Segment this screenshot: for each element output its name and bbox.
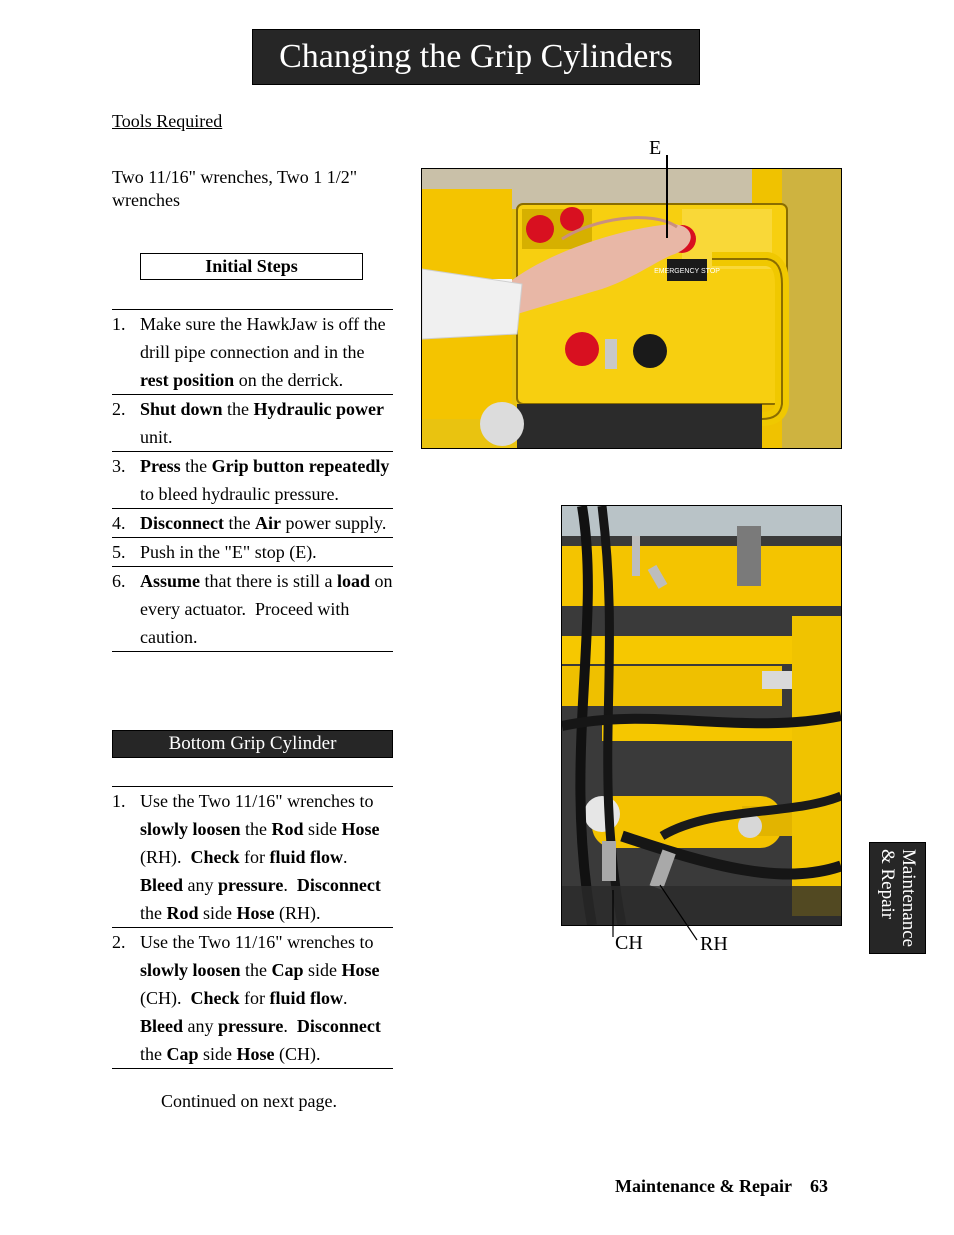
step-text: side <box>303 960 342 980</box>
step-text-bold: Cap <box>166 1044 199 1064</box>
step-text: for <box>239 847 270 867</box>
step-text-bold: Hose <box>341 819 380 839</box>
step-item <box>112 309 393 394</box>
step-text-bold: Cap <box>271 960 304 980</box>
step-item <box>112 394 393 451</box>
step-text-bold: pressure <box>218 875 284 895</box>
step-text-bold: Bleed <box>140 875 183 895</box>
step-text: . <box>343 847 357 867</box>
step-text-bold: Bleed <box>140 1016 183 1036</box>
step-number: 5. <box>112 542 126 562</box>
initial-steps-list <box>112 309 397 652</box>
step-number: 6. <box>112 571 126 591</box>
step-text: on every actuator. Proceed with caution. <box>140 571 397 647</box>
step-text-bold: fluid flow <box>269 988 344 1008</box>
step-text: . <box>283 875 297 895</box>
step-text-bold: Disconnect <box>296 1016 381 1036</box>
step-number: 1. <box>112 791 126 811</box>
step-text: (CH). <box>140 960 385 1008</box>
step-text-bold: Hose <box>236 903 275 923</box>
page-number: 63 <box>809 1176 828 1196</box>
step-text-bold: Hose <box>341 960 380 980</box>
step-text-bold: Rod <box>271 819 304 839</box>
step-item <box>112 508 393 537</box>
step-text: side <box>198 1044 237 1064</box>
step-text-bold: load <box>336 571 370 591</box>
step-text: . <box>283 1016 297 1036</box>
step-text: the <box>222 399 254 419</box>
step-text: the <box>240 819 272 839</box>
step-text: the <box>240 960 272 980</box>
step-text: side <box>303 819 342 839</box>
step-text: for <box>239 988 270 1008</box>
step-text: Push in the "E" stop (E). <box>140 542 317 562</box>
step-text-bold: Assume <box>140 571 201 591</box>
initial-steps-heading: Initial Steps <box>140 253 363 280</box>
emergency-stop-plate: EMERGENCY STOP <box>654 268 720 275</box>
step-text: Use the Two 11/16" wrenches to <box>140 932 379 952</box>
step-text: any <box>183 875 218 895</box>
step-text-bold: rest position <box>140 370 235 390</box>
step-text: the <box>140 1016 386 1064</box>
step-text-bold: Disconnect <box>140 513 224 533</box>
step-text-bold: Hose <box>236 1044 275 1064</box>
section-side-tab <box>869 842 926 954</box>
bottom-grip-steps-list <box>112 786 393 1069</box>
step-text: any <box>183 1016 218 1036</box>
footer-section: Maintenance & Repair <box>615 1176 792 1196</box>
step-text: . <box>343 988 357 1008</box>
page-footer <box>615 1176 828 1197</box>
step-text-bold: slowly loosen <box>140 819 241 839</box>
step-number: 2. <box>112 399 126 419</box>
grip-cylinder-photo <box>561 505 842 926</box>
step-item <box>112 566 397 652</box>
step-text: the <box>224 513 255 533</box>
step-text-bold: Air <box>255 513 281 533</box>
step-text: to bleed hydraulic pressure. <box>140 456 394 504</box>
continued-note: Continued on next page. <box>161 1091 337 1111</box>
label-ch: CH <box>615 932 643 954</box>
tools-required-text: Two 11/16" wrenches, Two 1 1/2" wrenches <box>112 167 358 210</box>
step-text: (RH). <box>140 819 385 867</box>
step-number: 2. <box>112 932 126 952</box>
label-e: E <box>649 137 662 159</box>
step-text-bold: Rod <box>166 903 199 923</box>
step-text: Make sure the HawkJaw is off the drill pipe connection and in the <box>140 314 391 362</box>
label-rh: RH <box>700 933 728 955</box>
step-text-bold: slowly loosen <box>140 960 241 980</box>
step-text: power supply. <box>281 513 387 533</box>
bottom-grip-cylinder-heading: Bottom Grip Cylinder <box>112 730 393 758</box>
step-text: side <box>198 903 237 923</box>
page-title: Changing the Grip Cylinders <box>252 29 700 85</box>
step-item <box>112 451 393 508</box>
step-text: Use the Two 11/16" wrenches to <box>140 791 379 811</box>
tools-required-heading: Tools Required <box>112 111 223 131</box>
step-text-bold: fluid flow <box>269 847 344 867</box>
step-number: 4. <box>112 513 126 533</box>
side-tab-line-1: Maintenance <box>897 848 919 948</box>
control-panel-photo <box>421 168 842 449</box>
step-text-bold: Disconnect <box>296 875 381 895</box>
step-text: on the derrick. <box>234 370 344 390</box>
step-text: that there is still a <box>200 571 337 591</box>
step-text: (CH). <box>274 1044 321 1064</box>
step-text-bold: Press <box>140 456 181 476</box>
step-item <box>112 537 393 566</box>
step-item <box>112 786 393 927</box>
side-tab-line-2: & Repair <box>876 848 898 920</box>
step-text: the <box>180 456 212 476</box>
step-text-bold: Shut down <box>140 399 223 419</box>
step-text-bold: Grip button repeatedly <box>211 456 390 476</box>
step-text-bold: pressure <box>218 1016 284 1036</box>
step-text: (RH). <box>274 903 321 923</box>
step-text: unit. <box>140 399 389 447</box>
step-text-bold: Hydraulic power <box>253 399 385 419</box>
step-text: the <box>140 875 386 923</box>
step-item <box>112 927 393 1069</box>
step-number: 3. <box>112 456 126 476</box>
step-text-bold: Check <box>190 988 240 1008</box>
step-number: 1. <box>112 314 126 334</box>
step-text-bold: Check <box>190 847 240 867</box>
